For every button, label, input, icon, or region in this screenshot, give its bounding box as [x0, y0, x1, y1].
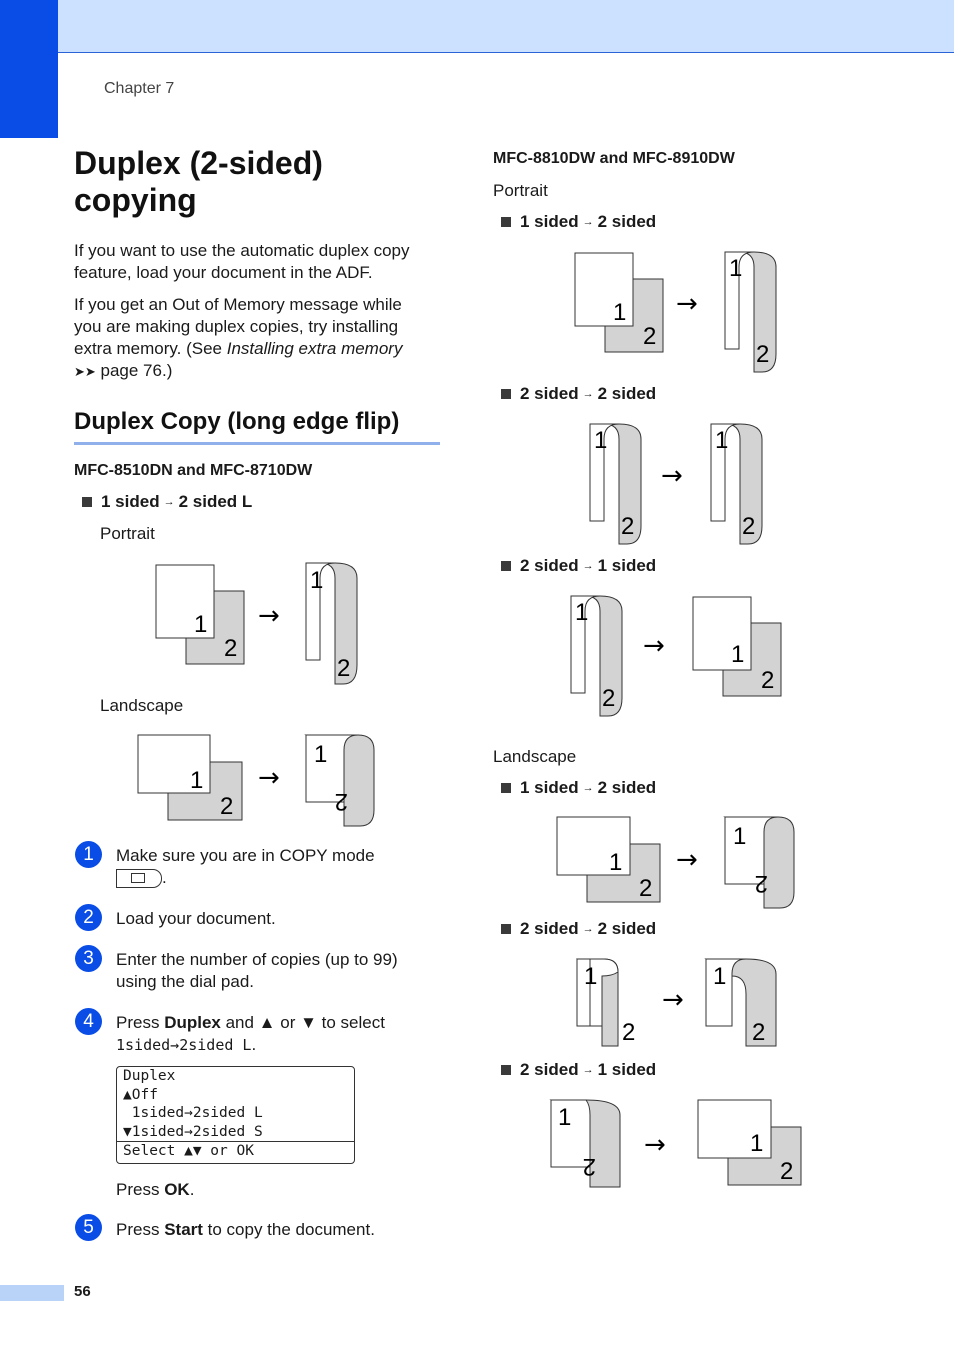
svg-text:1: 1	[713, 963, 727, 990]
page-digit-1: 1	[194, 611, 208, 638]
svg-text:1: 1	[731, 641, 745, 668]
diagram-right-portrait-1to2	[568, 248, 788, 378]
svg-text:→: →	[661, 461, 683, 491]
page-number: 56	[74, 1283, 91, 1300]
lcd-line: Duplex	[123, 1068, 176, 1084]
svg-text:1: 1	[750, 1130, 764, 1157]
svg-text:1: 1	[314, 741, 328, 768]
start-key-label: Start	[164, 1220, 203, 1239]
lcd-option-code: 1sided→2sided L	[116, 1036, 252, 1054]
step-5: Press Start to copy the document.	[116, 1220, 375, 1239]
chapter-label: Chapter 7	[104, 80, 175, 97]
svg-text:1: 1	[190, 767, 204, 794]
intro-p2-line2: you are making duplex copies, try installing	[74, 317, 399, 336]
svg-text:1: 1	[584, 963, 598, 990]
duplex-sheet	[306, 735, 374, 826]
intro-paragraph-2	[74, 294, 454, 383]
landscape-label: Landscape	[100, 696, 184, 715]
lcd-line: 1sided→2sided L	[123, 1105, 263, 1121]
svg-text:2: 2	[602, 685, 616, 712]
right-bullet-3: 2 sided → 1 sided	[501, 556, 656, 576]
bullet-square	[82, 497, 92, 507]
svg-text:1: 1	[310, 567, 324, 594]
right-bullet-5: 2 sided → 2 sided	[501, 919, 656, 939]
intro-p2-line4	[74, 360, 454, 383]
step-2: Load your document.	[116, 909, 276, 928]
svg-text:2: 2	[754, 870, 768, 897]
intro-p2-pre: extra memory. (See	[74, 339, 227, 358]
svg-text:→: →	[644, 1130, 666, 1160]
diagram-right-landscape-2to1	[546, 1095, 810, 1195]
right-bullet-2: 2 sided → 2 sided	[501, 384, 656, 404]
duplex-key-label: Duplex	[164, 1013, 221, 1032]
svg-text:1: 1	[594, 427, 608, 454]
diagram-right-landscape-2to2	[572, 954, 782, 1054]
right-bullet-1: 1 sided → 2 sided	[501, 212, 656, 232]
right-bullet-4: 1 sided → 2 sided	[501, 778, 656, 798]
diagram-right-portrait-2to1	[566, 592, 796, 722]
svg-text:1: 1	[609, 849, 623, 876]
copy-mode-key-icon	[116, 869, 162, 888]
right-portrait-label: Portrait	[493, 181, 548, 200]
intro-p2-post: page 76.)	[95, 361, 173, 380]
duplex-sheet	[306, 563, 357, 684]
svg-text:→: →	[662, 985, 684, 1015]
svg-text:2: 2	[639, 875, 653, 902]
svg-text:1: 1	[575, 599, 589, 626]
svg-text:→: →	[258, 763, 280, 793]
svg-text:2: 2	[756, 341, 770, 368]
lcd-footer: Select ▲▼ or OK	[117, 1141, 354, 1161]
lcd-line: ▲Off	[123, 1086, 158, 1103]
step-4: Press Duplex and ▲ or ▼ to select 1sided→2sided L.	[116, 1013, 385, 1054]
svg-text:→: →	[676, 289, 698, 319]
step-4-badge: 4	[75, 1008, 102, 1035]
svg-text:2: 2	[752, 1019, 766, 1046]
svg-text:1: 1	[715, 427, 729, 454]
intro-p2-line3	[74, 338, 454, 360]
svg-text:2: 2	[622, 1019, 636, 1046]
svg-text:2: 2	[761, 667, 775, 694]
lcd-display	[116, 1066, 355, 1164]
right-bullet-6: 2 sided → 1 sided	[501, 1060, 656, 1080]
diagram-left-landscape	[130, 730, 390, 830]
step-1-badge: 1	[75, 841, 102, 868]
right-landscape-label: Landscape	[493, 747, 577, 766]
portrait-label: Portrait	[100, 524, 155, 543]
step-5-badge: 5	[75, 1214, 102, 1241]
svg-text:→: →	[643, 631, 665, 661]
step-1: Make sure you are in COPY mode .	[116, 846, 375, 887]
header-band	[0, 0, 954, 53]
svg-text:2: 2	[621, 513, 635, 540]
section-rule	[74, 442, 440, 445]
svg-text:2: 2	[780, 1158, 794, 1185]
footer-band	[0, 1285, 64, 1301]
svg-text:1: 1	[558, 1104, 572, 1131]
diagram-left-portrait	[150, 560, 370, 690]
svg-text:2: 2	[643, 323, 657, 350]
intro-paragraph-1: If you want to use the automatic duplex copy feature, load your document in the ADF.	[74, 241, 410, 282]
conversion-arrow: →	[258, 601, 280, 631]
section-heading: Duplex Copy (long edge flip)	[74, 408, 400, 435]
svg-text:1: 1	[613, 299, 627, 326]
intro-p2-line1: If you get an Out of Memory message while	[74, 295, 402, 314]
diagram-right-landscape-1to2	[550, 812, 810, 912]
left-bullet: 1 sided → 2 sided L	[82, 492, 252, 512]
press-ok-instruction: Press OK.	[116, 1180, 195, 1199]
svg-text:2: 2	[742, 513, 756, 540]
cross-reference-link[interactable]: Installing extra memory	[226, 339, 403, 358]
svg-text:1: 1	[729, 255, 743, 282]
page-digit-2: 2	[224, 635, 238, 662]
diagram-right-portrait-2to2	[585, 420, 775, 550]
step-2-badge: 2	[75, 904, 102, 931]
chapter-tab	[0, 0, 58, 138]
step-3: Enter the number of copies (up to 99) using the dial pad.	[116, 950, 398, 991]
ok-key-label: OK	[164, 1180, 190, 1199]
left-model-heading: MFC-8510DN and MFC-8710DW	[74, 462, 313, 479]
lcd-line: ▼1sided→2sided S	[123, 1123, 263, 1140]
step-3-badge: 3	[75, 945, 102, 972]
reference-arrows: ➤➤	[74, 364, 96, 379]
svg-text:2: 2	[337, 655, 351, 682]
svg-text:1: 1	[733, 823, 747, 850]
svg-text:→: →	[676, 845, 698, 875]
page-title: Duplex (2-sided) copying	[74, 145, 323, 218]
svg-text:2: 2	[220, 793, 234, 820]
right-model-heading: MFC-8810DW and MFC-8910DW	[493, 150, 735, 167]
svg-text:2: 2	[582, 1153, 596, 1180]
svg-text:2: 2	[334, 788, 348, 815]
